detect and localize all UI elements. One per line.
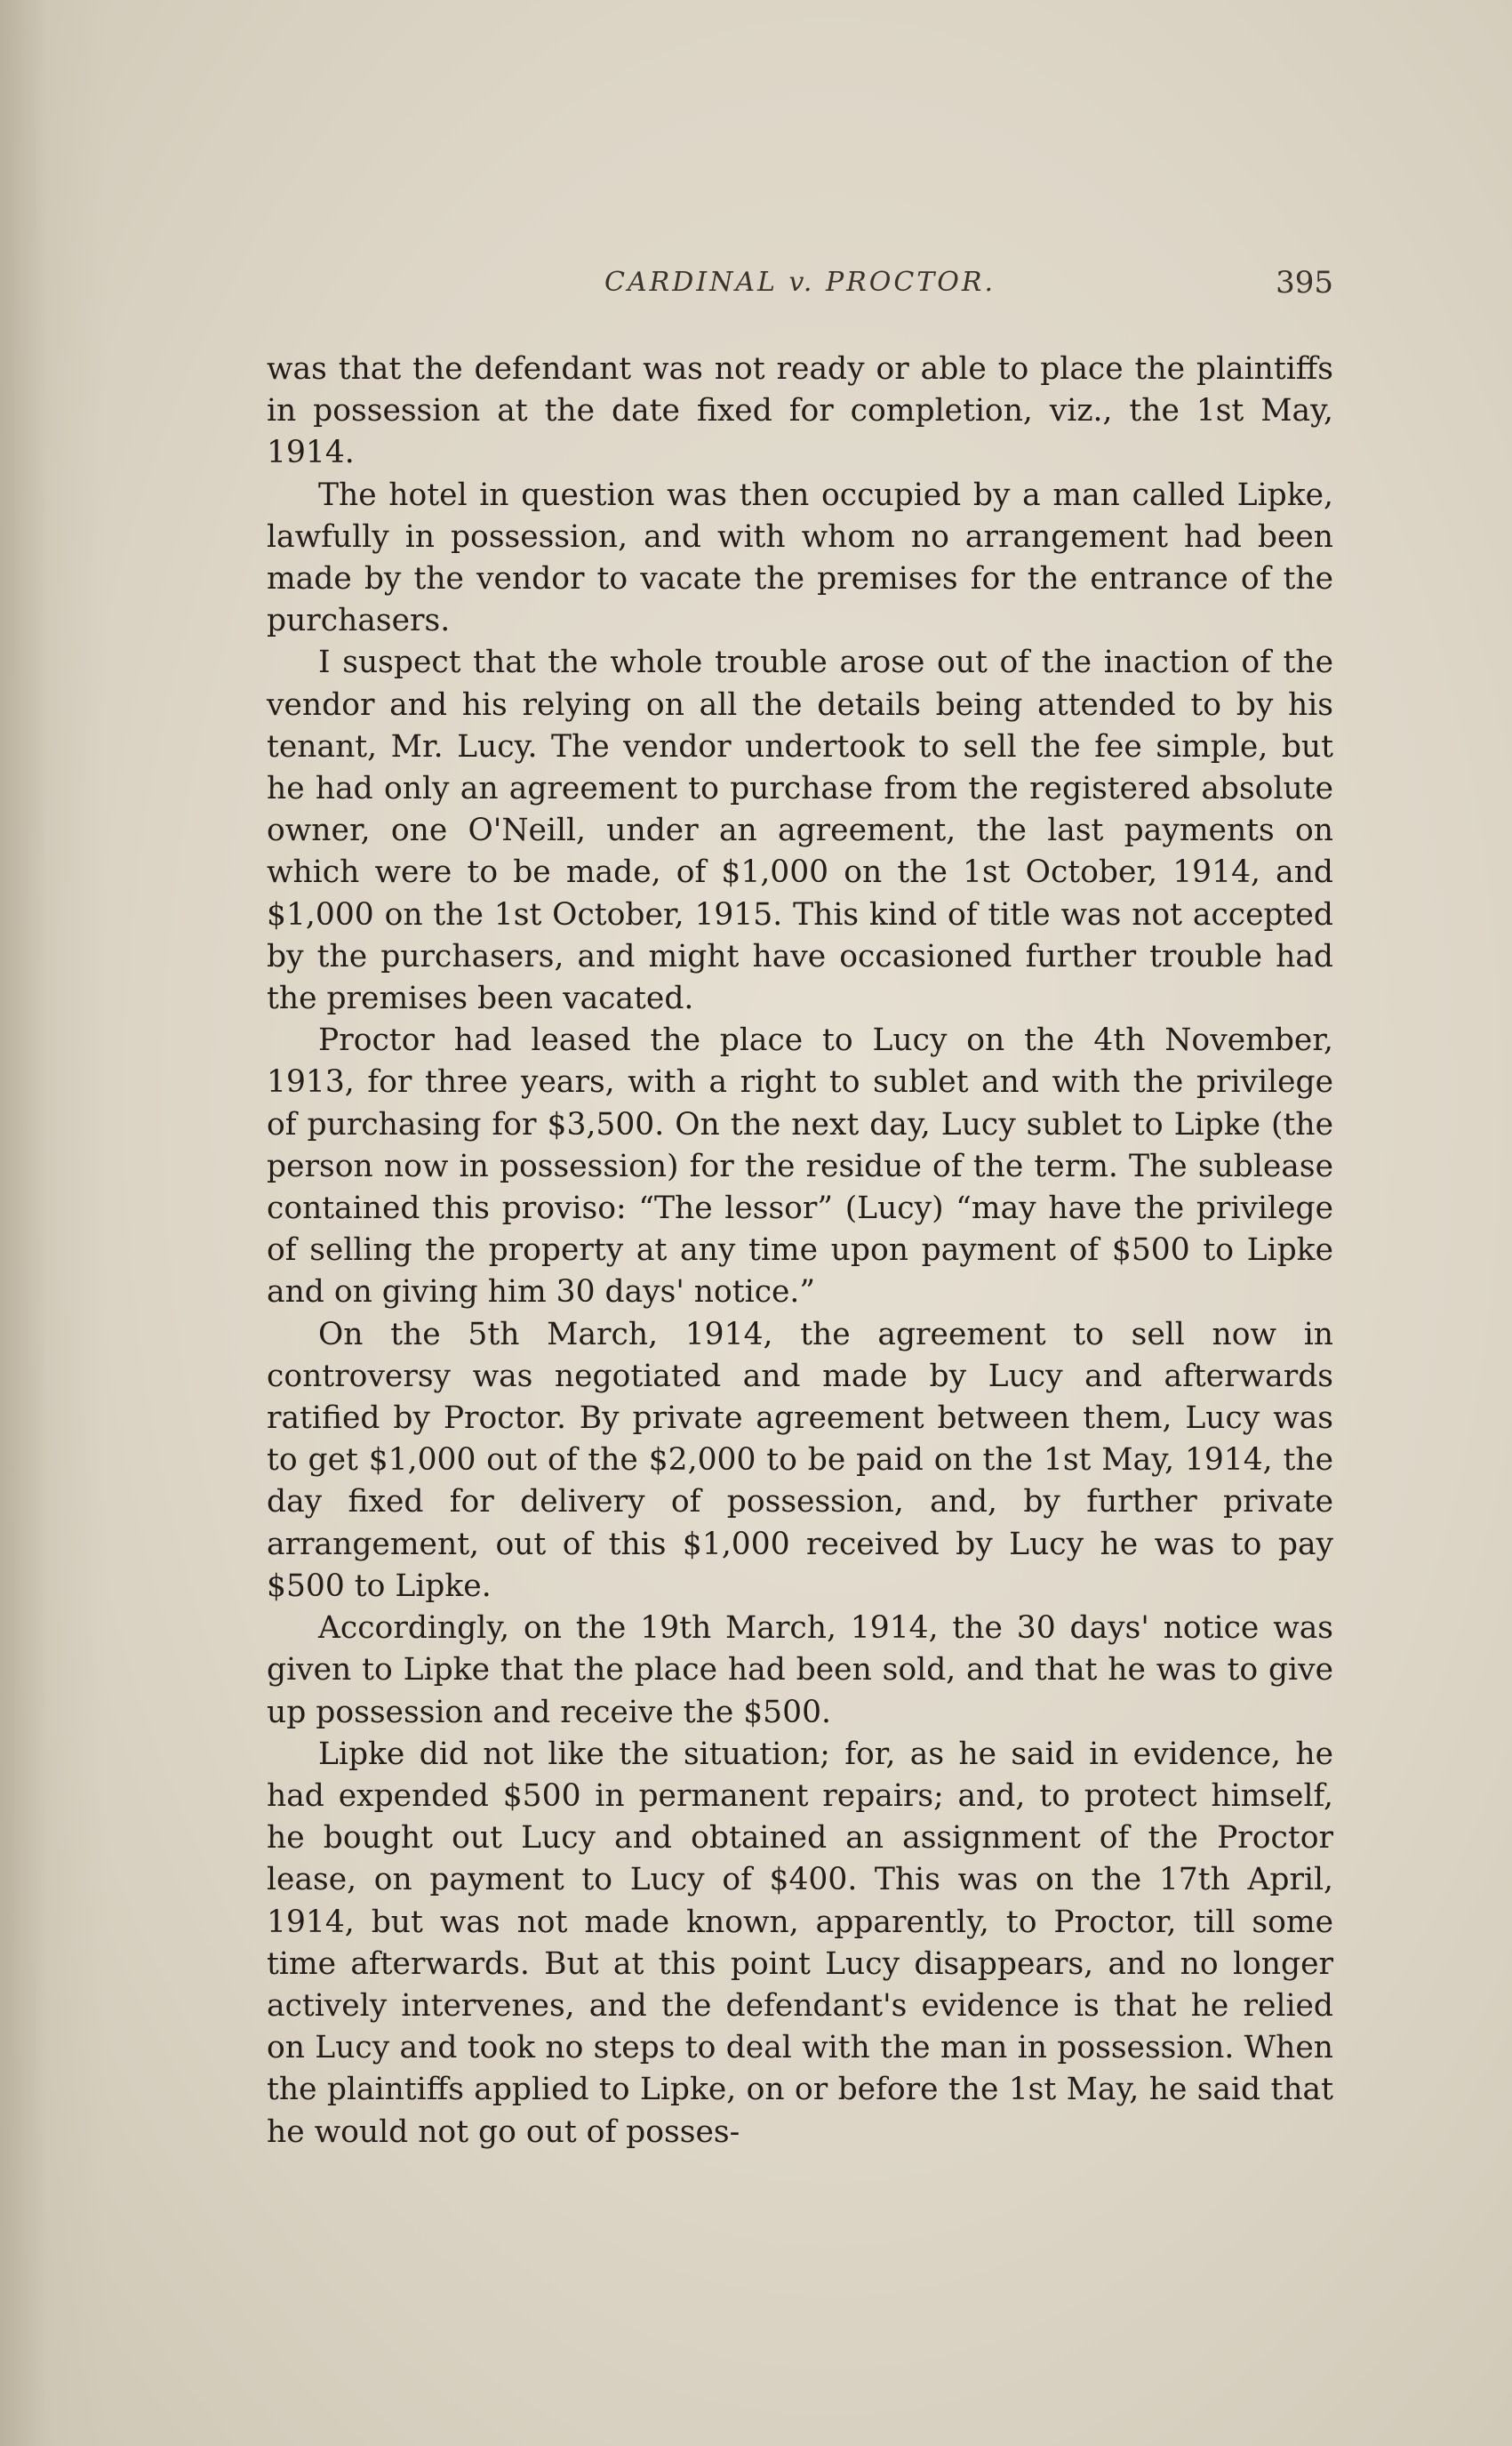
paragraph: Lipke did not like the situation; for, as he said in evidence, he had expended $500 in permanent repairs; and, to protect himself, he bought out Lucy and obtained an assignment of the Proctor lease, on payment to Lucy of $400. This was on the 17th April, 1914, but was not made known, apparently, to Proctor, till some time afterwards. But at this point Lucy disappears, and no longer actively intervenes, and the defendant's evidence is that he relied on Lucy and took no steps to deal with the man in possession. When the plaintiffs applied to Lipke, on or before the 1st May, he said that he would not go out of posses-	[267, 1736, 1333, 2150]
page-number: 395	[1276, 265, 1333, 301]
running-title: CARDINAL v. PROCTOR.	[604, 267, 996, 298]
paragraph: I suspect that the whole trouble arose out of the inaction of the vendor and his relying on all the details being attended to by his tenant, Mr. Lucy. The vendor undertook to sell the fee simple, but he had only an agreement to purchase from the registered absolute owner, one O'Neill, under an agreement, the last payments on which were to be made, of $1,000 on the 1st October, 1914, and $1,000 on the 1st October, 1915. This kind of title was not accepted by the purchasers, and might have occasioned further trouble had the premises been vacated.	[267, 645, 1333, 1017]
binding-shadow	[0, 0, 107, 2446]
paragraph: Accordingly, on the 19th March, 1914, the 30 days' notice was given to Lipke that the place had been sold, and that he was to give up possession and receive the $500.	[267, 1610, 1333, 1730]
paragraph-continuation: was that the defendant was not ready or able to place the plaintiffs in possession at the date fixed for completion, viz., the 1st May, 1914.	[267, 351, 1333, 471]
paragraph: On the 5th March, 1914, the agreement to sell now in controversy was negotiated and made by Lucy and afterwards ratified by Proctor. By private agreement between them, Lucy was to get $1,000 out of the $2,000 to be paid on the 1st May, 1914, the day fixed for delivery of possession, and, by further private arrangement, out of this $1,000 received by Lucy he was to pay $500 to Lipke.	[267, 1316, 1333, 1604]
paragraph: The hotel in question was then occupied by a man called Lipke, lawfully in possession, and with whom no arrangement had been made by the vendor to vacate the premises for the entrance of the purchasers.	[267, 477, 1333, 639]
paragraph: Proctor had leased the place to Lucy on the 4th November, 1913, for three years, with a right to sublet and with the privilege of purchasing for $3,500. On the next day, Lucy sublet to Lipke (the person now in possession) for the residue of the term. The sublease contained this proviso: “The lessor” (Lucy) “may have the privilege of selling the property at any time upon payment of $500 to Lipke and on giving him 30 days' notice.”	[267, 1023, 1333, 1311]
body-text	[267, 349, 1333, 2153]
running-head	[267, 267, 1333, 311]
